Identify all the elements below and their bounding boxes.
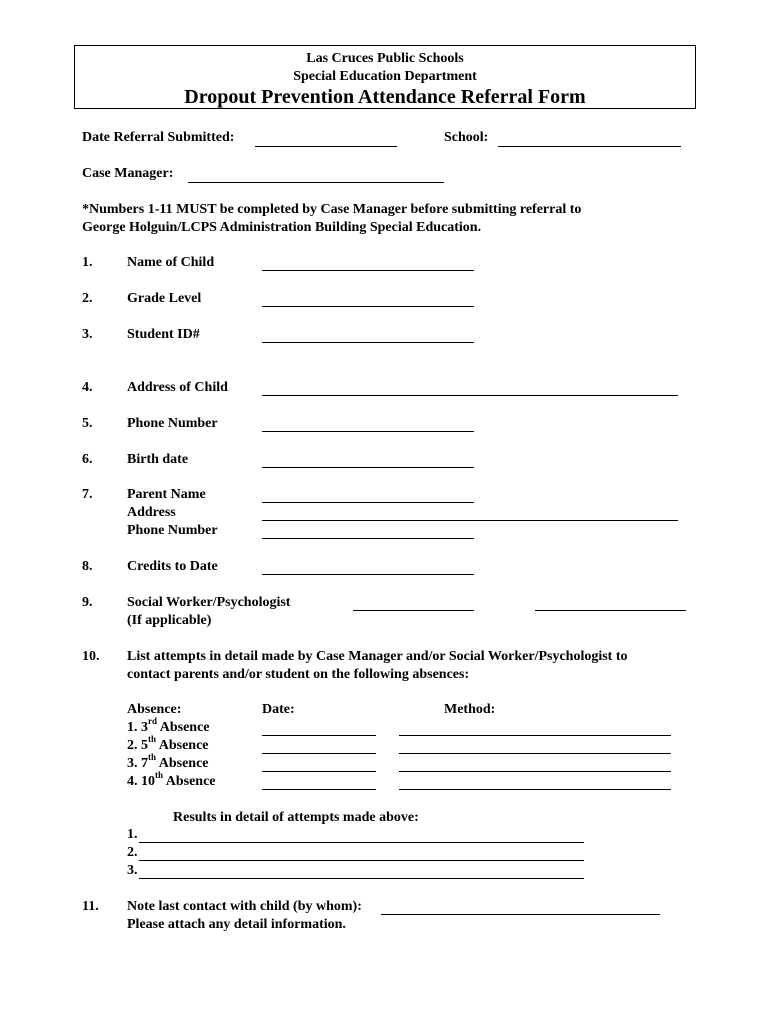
form-header [74,45,696,109]
parent-address-field[interactable] [262,520,678,521]
credits-to-date-field[interactable] [262,574,474,575]
item-number-2: 2. [82,291,93,306]
item-number-7: 7. [82,487,93,502]
absence-date-field[interactable] [262,753,376,754]
district-name: Las Cruces Public Schools [306,51,464,66]
result-field[interactable] [139,842,584,843]
attempts-instructions-line-2: contact parents and/or student on the following absences: [127,667,470,682]
notice-line-1: *Numbers 1-11 MUST be completed by Case Manager before submitting referral to [82,202,582,217]
method-column-header: Method: [444,702,496,717]
item-number-8: 8. [82,559,93,574]
social-worker-name-field[interactable] [353,610,474,611]
result-number: 3. [127,863,138,878]
attach-detail-note: Please attach any detail information. [127,917,346,932]
case-manager-field[interactable] [188,182,444,183]
absence-method-field[interactable] [399,753,671,754]
form-title: Dropout Prevention Attendance Referral Form [184,86,586,108]
item-number-1: 1. [82,255,93,270]
date-column-header: Date: [262,702,295,717]
birth-date-field[interactable] [262,467,474,468]
item-number-6: 6. [82,452,93,467]
if-applicable-label: (If applicable) [127,613,212,628]
result-number: 2. [127,845,138,860]
name-of-child-label: Name of Child [127,255,215,270]
case-manager-label: Case Manager: [82,166,174,181]
grade-level-label: Grade Level [127,291,202,306]
parent-phone-field[interactable] [262,538,474,539]
last-contact-label: Note last contact with child (by whom): [127,899,362,914]
item-number-4: 4. [82,380,93,395]
item-number-5: 5. [82,416,93,431]
absence-column-header: Absence: [127,702,182,717]
credits-to-date-label: Credits to Date [127,559,218,574]
parent-phone-label: Phone Number [127,523,218,538]
absence-method-field[interactable] [399,735,671,736]
name-of-child-field[interactable] [262,270,474,271]
parent-name-label: Parent Name [127,487,206,502]
absence-row-label: 3. 7th Absence [127,752,209,771]
attempts-instructions-line-1: List attempts in detail made by Case Manager and/or Social Worker/Psychologist to [127,649,628,664]
item-number-10: 10. [82,649,100,664]
social-worker-contact-field[interactable] [535,610,686,611]
school-label: School: [444,130,489,145]
phone-number-label: Phone Number [127,416,218,431]
department-name: Special Education Department [293,69,477,84]
results-heading: Results in detail of attempts made above: [173,810,419,825]
student-id-field[interactable] [262,342,474,343]
parent-name-field[interactable] [262,502,474,503]
absence-date-field[interactable] [262,771,376,772]
school-field[interactable] [498,146,681,147]
notice-line-2: George Holguin/LCPS Administration Building Special Education. [82,220,482,235]
phone-number-field[interactable] [262,431,474,432]
birth-date-label: Birth date [127,452,189,467]
grade-level-field[interactable] [262,306,474,307]
parent-address-label: Address [127,505,176,520]
last-contact-field[interactable] [381,914,660,915]
absence-row-label: 4. 10th Absence [127,770,216,789]
address-of-child-label: Address of Child [127,380,228,395]
social-worker-label: Social Worker/Psychologist [127,595,291,610]
absence-date-field[interactable] [262,735,376,736]
result-field[interactable] [139,860,584,861]
absence-date-field[interactable] [262,789,376,790]
absence-row-label: 1. 3rd Absence [127,716,210,735]
result-number: 1. [127,827,138,842]
item-number-3: 3. [82,327,93,342]
student-id-label: Student ID# [127,327,200,342]
item-number-9: 9. [82,595,93,610]
item-number-11: 11. [82,899,99,914]
absence-method-field[interactable] [399,771,671,772]
absence-row-label: 2. 5th Absence [127,734,209,753]
result-field[interactable] [139,878,584,879]
date-referral-label: Date Referral Submitted: [82,130,235,145]
date-referral-field[interactable] [255,146,397,147]
address-of-child-field[interactable] [262,395,678,396]
absence-method-field[interactable] [399,789,671,790]
